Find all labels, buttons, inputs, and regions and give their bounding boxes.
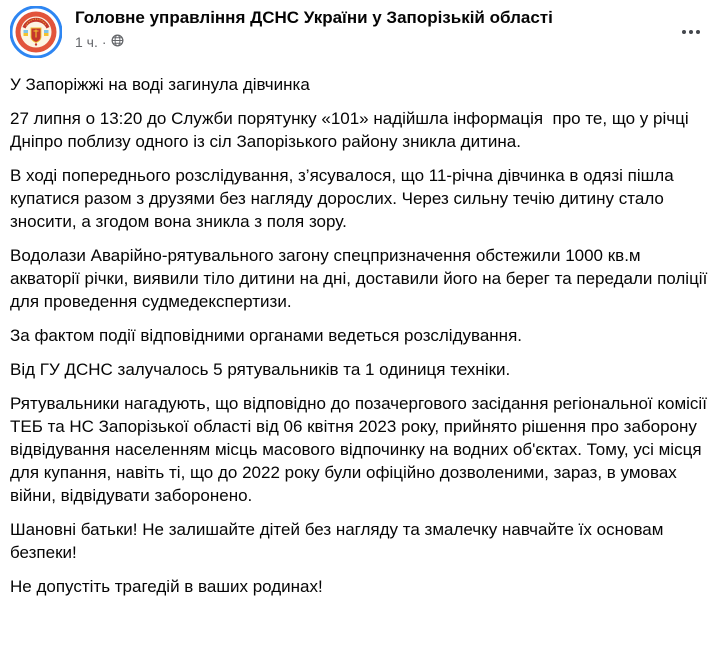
post-timestamp[interactable]: 1 ч. (75, 33, 98, 50)
ellipsis-dot (696, 30, 700, 34)
post-paragraph: Від ГУ ДСНС залучалось 5 рятувальників та 1 одиниця техніки. (10, 360, 511, 379)
post-paragraph: Водолази Аварійно-рятувального загону спецпризначення обстежили 1000 кв.м акваторії річки, виявили тіло дитини на дні, доставили його на берег та передали поліції для проведення судмедекспертизи. (10, 246, 713, 311)
ellipsis-dot (682, 30, 686, 34)
ellipsis-dot (689, 30, 693, 34)
meta-separator: · (101, 33, 107, 50)
post-paragraph: Шановні батьки! Не залишайте дітей без нагляду та змалечку навчайте їх основам безпеки! (10, 520, 669, 562)
post-paragraph: За фактом події відповідними органами ведеться розслідування. (10, 326, 522, 345)
more-options-button[interactable] (673, 18, 709, 46)
post-paragraph: 27 липня о 13:20 до Служби порятунку «101» надійшла інформація про те, що у річці Дніпро поблизу одного із сіл Запорізького району зникла дитина. (10, 109, 694, 151)
post-paragraph-headline: У Запоріжжі на воді загинула дівчинка (10, 75, 310, 94)
post-paragraph: В ході попереднього розслідування, з’ясувалося, що 11-річна дівчинка в одязі пішла купатися разом з друзями без нагляду дорослих. Через сильну течію дитину стало зносити, а згодом вона зникла з поля зору. (10, 166, 679, 231)
page-avatar[interactable] (10, 6, 62, 58)
page-name-link[interactable]: Головне управління ДСНС України у Запорізькій області (75, 8, 553, 27)
post-meta (75, 33, 553, 51)
globe-icon (111, 34, 124, 51)
post-paragraph: Не допустіть трагедій в ваших родинах! (10, 577, 323, 596)
post-paragraph: Рятувальники нагадують, що відповідно до позачергового засідання регіональної комісії ТЕБ та НС Запорізької області від 06 квітня 2023 року, прийнято рішення про заборону відвідування населенням місць масового відпочинку на водних об'єктах. Тому, усі місця для купання, навіть ті, що до 2022 року були офіційно дозволеними, зараз, в умовах війни, відвідувати заборонено. (10, 394, 717, 505)
dsns-emblem-icon (10, 6, 62, 58)
post-header (10, 4, 713, 58)
post-header-text (75, 6, 553, 51)
post-text (10, 73, 717, 598)
